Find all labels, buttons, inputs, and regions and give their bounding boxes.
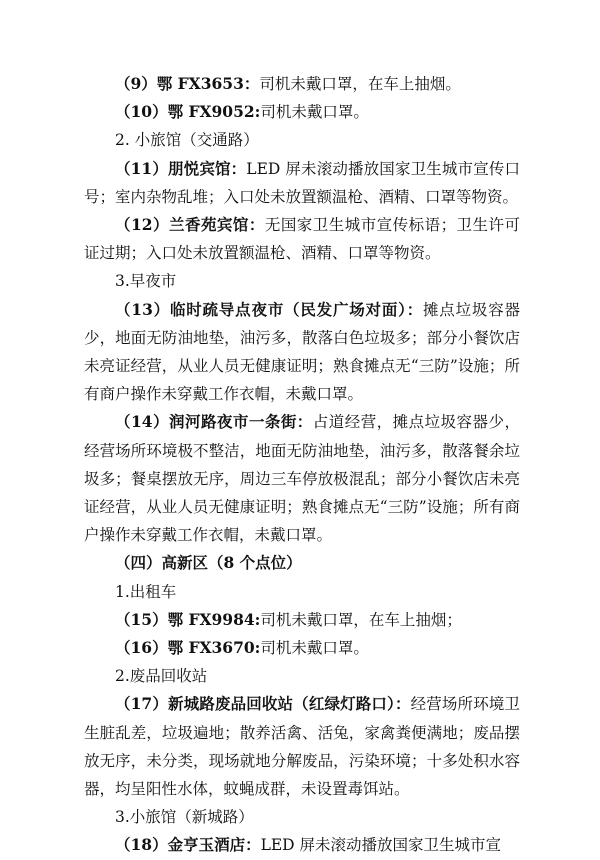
subsection-recycling-station xyxy=(84,662,520,690)
item-heading: （17）新城路废品回收站（红绿灯路口）： xyxy=(115,694,411,714)
section-heading-high-tech-zone xyxy=(84,549,520,577)
item-heading: （18）金亨玉酒店： xyxy=(115,835,261,855)
item-heading: （13）临时疏导点夜市（民发广场对面）： xyxy=(115,299,423,319)
paragraph-item-14 xyxy=(84,408,520,549)
paragraph-item-13 xyxy=(84,296,520,409)
item-heading: （9）鄂 FX3653： xyxy=(115,74,260,93)
item-text: 2.废品回收站 xyxy=(115,667,208,686)
item-text: 无国家卫生城市宣传标语；卫生许可证过期；入口处未放置额温枪、酒精、口罩等物资。 xyxy=(84,216,520,263)
item-heading: （15）鄂 FX9984: xyxy=(115,609,261,629)
item-heading: （11）朋悦宾馆： xyxy=(115,158,247,178)
item-text: 司机未戴口罩，在车上抽烟。 xyxy=(259,75,461,93)
item-text: LED 屏未滚动播放国家卫生城市宣传口号；室内杂物乱堆；入口处未放置额温枪、酒精、口罩等物资。 xyxy=(84,159,520,206)
paragraph-item-18 xyxy=(84,831,520,859)
item-text: LED 屏未滚动播放国家卫生城市宣 xyxy=(260,836,502,855)
document-page xyxy=(84,70,520,860)
paragraph-item-10 xyxy=(84,98,520,126)
item-text: 司机未戴口罩。 xyxy=(260,639,369,658)
paragraph-item-16 xyxy=(84,634,520,662)
item-text: 摊点垃圾容器少，地面无防油地垫，油污多，散落白色垃圾多；部分小餐饮店未亮证经营，从业人员无健康证明；熟食摊点无“三防”设施；所有商户操作未穿戴工作衣帽，未戴口罩。 xyxy=(84,300,520,404)
item-text: 司机未戴口罩，在车上抽烟； xyxy=(260,610,462,629)
subsection-night-market xyxy=(84,267,520,295)
subsection-taxi xyxy=(84,578,520,606)
item-text: 3.早夜市 xyxy=(115,272,177,291)
item-heading: （10）鄂 FX9052: xyxy=(115,102,261,122)
paragraph-item-9 xyxy=(84,70,520,98)
item-text: 经营场所环境卫生脏乱差，垃圾遍地；散养活禽、活兔，家禽粪便满地；废品摆放无序，未分类，现场就地分解废品，污染环境；十多处积水容器，均呈阳性水体，蚊蝇成群，未设置毒饵站。 xyxy=(84,695,520,799)
item-heading: （14）润河路夜市一条街： xyxy=(115,412,313,432)
paragraph-item-11 xyxy=(84,155,520,211)
subsection-small-hotel-xincheng xyxy=(84,803,520,831)
item-text: 2. 小旅馆（交通路） xyxy=(115,131,259,150)
item-text: 3.小旅馆（新城路） xyxy=(115,808,254,827)
item-text: 1.出租车 xyxy=(115,582,177,601)
paragraph-item-12 xyxy=(84,211,520,267)
paragraph-item-17 xyxy=(84,690,520,803)
item-heading: （16）鄂 FX3670: xyxy=(115,638,261,658)
section-title: （四）高新区（8 个点位） xyxy=(115,553,302,573)
item-text: 司机未戴口罩。 xyxy=(260,103,369,122)
subsection-small-hotel-jiaotong xyxy=(84,126,520,154)
paragraph-item-15 xyxy=(84,606,520,634)
item-text: 占道经营，摊点垃圾容器少，经营场所环境极不整洁，地面无防油地垫，油污多，散落餐余垃圾多；餐桌摆放无序，周边三车停放极混乱；部分小餐饮店未亮证经营，从业人员无健康证明；熟食摊点无“三防”设施；所有商户操作未穿戴工作衣帽，未戴口罩。 xyxy=(84,413,520,545)
item-heading: （12）兰香苑宾馆： xyxy=(115,215,265,235)
